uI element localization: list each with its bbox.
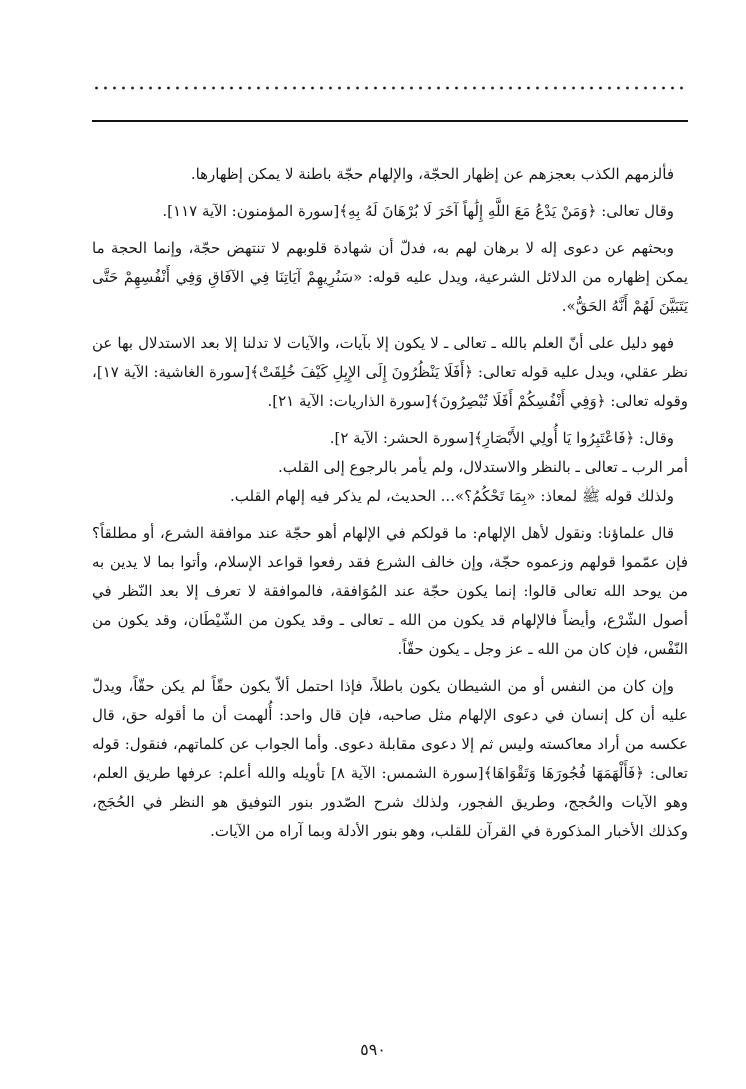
paragraph: قال علماؤنا: ونقول لأهل الإلهام: ما قولكم في الإلهام أهو حجّة عند موافقة الشرع، أو مطلقاً؟ فإن عمّموا قولهم وزعموه حجّة، وإن خالف الشرع فقد رفعوا قواعد الإسلام، وأتوا بما لا يدين به من يوحد الله تعالى قالوا: إنما يكون حجّة عند المُوَافقة، فالموافقة لا تعرف إلا بعد النّظر في أصول الشّرْع، وأيضاً فالإلهام قد يكون من الله ـ تعالى ـ وقد يكون من الشّيْطَان، وقد يكون من النّفْس، فإن كان من الله ـ عز وجل ـ يكون حقّاً. — [92, 524, 688, 658]
paragraph: أمر الرب ـ تعالى ـ بالنظر والاستدلال، ولم يأمر بالرجوع إلى القلب. — [277, 458, 688, 476]
paragraph: وإن كان من النفس أو من الشيطان يكون باطلاً، فإذا احتمل ألاّ يكون حقّاً لم يكن حقّاً، ويدلّ عليه أن كل إنسان في دعوى الإلهام مثل صاحبه، فإن قال واحد: أُلهمت أن ما أقوله حق، قال عكسه من أراد معاكسته وليس ثم إلا دعوى مقابلة دعوى. وأما الجواب عن كلماتهم، فنقول: قوله تعالى: ﴿فَأَلْهَمَهَا فُجُورَهَا وَتَقْوَاهَا﴾[سورة الشمس: الآية ٨] تأويله والله أعلم: عرفها طريق العلم، وهو الآيات والحُجج، وطريق الفجور، ولذلك شرح الصّدور بنور التوفيق هو النظر في الحُجَج، وكذلك الأخبار المذكورة في القرآن للقلب، وهو بنور الأدلة وبما آراه من الآيات. — [92, 677, 688, 840]
paragraph: وقال: ﴿فَاعْتَبِرُوا يَا أُولِي الأَبْصَارِ﴾[سورة الحشر: الآية ٢]. — [329, 429, 674, 447]
paragraph: وبحثهم عن دعوى إله لا برهان لهم به، فدلّ أن شهادة قلوبهم لا تنتهض حجّة، وإنما الحجة ما يمكن إظهاره من الدلائل الشرعية، ويدل عليه قوله: «سَنُرِيهِمْ آيَاتِنَا فِي الآفَاقِ وَفِي أَنْفُسِهِمْ حَتَّى يَتَبَيَّنَ لَهُمْ أَنَّهُ الحَقُّ». — [92, 239, 688, 315]
page-header — [92, 84, 688, 124]
page-body — [92, 160, 688, 854]
paragraph: وقال تعالى: ﴿وَمَنْ يَدْعُ مَعَ اللَّهِ إِلَٰهاً آخَرَ لَا بُرْهَانَ لَهُ بِهِ﴾[سورة المؤمنون: الآية ١١٧]. — [162, 202, 674, 220]
paragraph: ولذلك قوله ﷺ لمعاذ: «بِمَا تَحْكُمُ؟»... الحديث، لم يذكر فيه إلهام القلب. — [229, 487, 674, 505]
page-number: ٥٩٠ — [360, 1040, 386, 1059]
header-rule — [92, 120, 688, 122]
paragraph: فهو دليل على أنّ العلم بالله ـ تعالى ـ لا يكون إلا بآيات، والآيات لا تدلنا إلا بعد الاستدلال بها عن نظر عقلي، ويدل عليه قوله تعالى: ﴿أَفَلَا يَنْظُرُونَ إِلَى الإِبِلِ كَيْفَ خُلِقَتْ﴾[سورة الغاشية: الآية ١٧]، وقوله تعالى: ﴿وَفِي أَنْفُسِكُمْ أَفَلَا تُبْصِرُونَ﴾[سورة الذاريات: الآية ٢١]. — [92, 334, 688, 410]
dotted-line — [92, 84, 688, 92]
paragraph: فألزمهم الكذب بعجزهم عن إظهار الحجّة، والإلهام حجّة باطنة لا يمكن إظهارها. — [190, 165, 674, 183]
